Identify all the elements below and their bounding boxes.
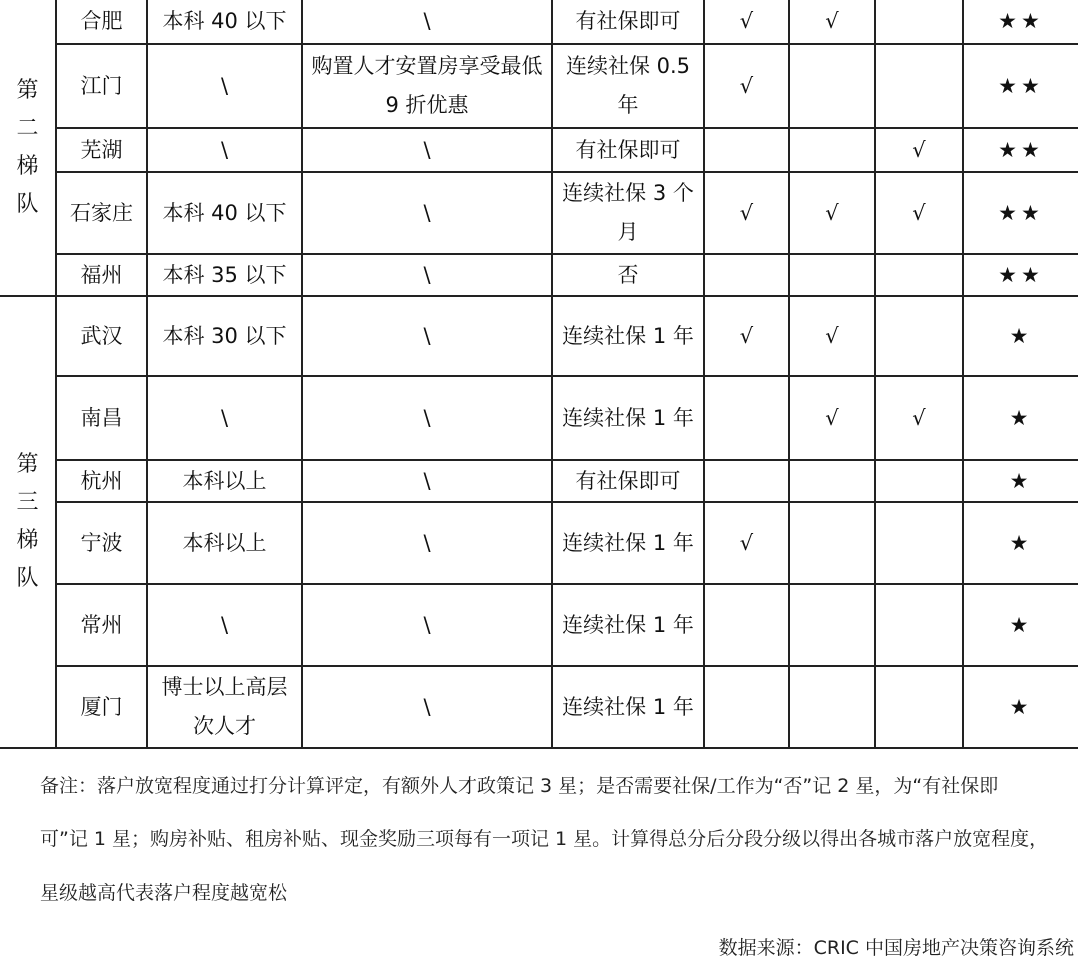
check-cell [875, 502, 963, 584]
social-cell: 否 [552, 254, 704, 296]
check-cell [789, 460, 875, 502]
tier-char: 三 [16, 490, 39, 515]
city-cell: 南昌 [56, 376, 147, 460]
talent-cell: \ [302, 376, 552, 460]
check-cell: √ [704, 502, 789, 584]
stars-cell: ★★ [963, 172, 1078, 254]
city-cell: 芜湖 [56, 128, 147, 172]
talent-cell: \ [302, 296, 552, 376]
check-cell: √ [875, 172, 963, 254]
check-cell: √ [789, 296, 875, 376]
social-cell: 连续社保 1 年 [552, 376, 704, 460]
check-cell [704, 254, 789, 296]
city-cell: 江门 [56, 44, 147, 128]
check-cell [789, 666, 875, 748]
talent-cell: \ [302, 460, 552, 502]
check-cell [875, 666, 963, 748]
social-cell: 连续社保 1 年 [552, 666, 704, 748]
tier-cell [0, 0, 56, 296]
table-row [0, 502, 1078, 584]
table-row [0, 44, 1078, 128]
check-cell [875, 460, 963, 502]
talent-cell: \ [302, 128, 552, 172]
social-cell: 连续社保 0.5 年 [552, 44, 704, 128]
talent-cell: 购置人才安置房享受最低 9 折优惠 [302, 44, 552, 128]
check-cell [789, 44, 875, 128]
table-row [0, 296, 1078, 376]
check-cell: √ [875, 128, 963, 172]
check-cell: √ [704, 172, 789, 254]
check-cell [704, 376, 789, 460]
edu-cell: \ [147, 376, 302, 460]
edu-cell: \ [147, 584, 302, 666]
note-line-1: 备注：落户放宽程度通过打分计算评定，有额外人才政策记 3 星；是否需要社保/工作为“否”记 2 星，为“有社保即 [40, 775, 999, 797]
social-cell: 连续社保 3 个月 [552, 172, 704, 254]
table-row [0, 666, 1078, 748]
check-cell [704, 666, 789, 748]
note-line-2: 可”记 1 星；购房补贴、租房补贴、现金奖励三项每有一项记 1 星。计算得总分后分段分级以得出各城市落户放宽程度， [40, 828, 1049, 850]
edu-cell: \ [147, 128, 302, 172]
tier-char: 队 [16, 566, 39, 591]
data-source: 数据来源：CRIC 中国房地产决策咨询系统 [718, 937, 1074, 959]
tier-cell [0, 296, 56, 748]
city-cell: 厦门 [56, 666, 147, 748]
city-cell: 福州 [56, 254, 147, 296]
social-cell: 有社保即可 [552, 460, 704, 502]
tier-char: 梯 [16, 153, 39, 179]
talent-cell: \ [302, 584, 552, 666]
edu-cell: 本科 35 以下 [147, 254, 302, 296]
edu-cell: \ [147, 44, 302, 128]
social-cell: 有社保即可 [552, 128, 704, 172]
stars-cell: ★ [963, 460, 1078, 502]
social-cell: 连续社保 1 年 [552, 502, 704, 584]
table-row [0, 254, 1078, 296]
edu-cell: 博士以上高层次人才 [147, 666, 302, 748]
check-cell: √ [789, 376, 875, 460]
stars-cell: ★ [963, 296, 1078, 376]
talent-cell: \ [302, 0, 552, 44]
table-row [0, 128, 1078, 172]
table-row [0, 0, 1078, 44]
table-row [0, 460, 1078, 502]
edu-cell: 本科 40 以下 [147, 172, 302, 254]
stars-cell: ★ [963, 376, 1078, 460]
talent-cell: \ [302, 254, 552, 296]
edu-cell: 本科 30 以下 [147, 296, 302, 376]
check-cell [875, 296, 963, 376]
talent-cell: \ [302, 172, 552, 254]
city-cell: 合肥 [56, 0, 147, 44]
tier-char: 二 [16, 115, 39, 141]
check-cell: √ [789, 0, 875, 44]
note-line-3: 星级越高代表落户程度越宽松 [40, 882, 288, 904]
stars-cell: ★ [963, 666, 1078, 748]
check-cell: √ [704, 296, 789, 376]
check-cell [789, 128, 875, 172]
city-cell: 石家庄 [56, 172, 147, 254]
check-cell: √ [704, 44, 789, 128]
city-cell: 常州 [56, 584, 147, 666]
tier-char: 梯 [16, 528, 39, 553]
social-cell: 连续社保 1 年 [552, 584, 704, 666]
city-cell: 杭州 [56, 460, 147, 502]
stars-cell: ★★ [963, 128, 1078, 172]
talent-cell: \ [302, 666, 552, 748]
check-cell [875, 254, 963, 296]
stars-cell: ★ [963, 502, 1078, 584]
stars-cell: ★★ [963, 254, 1078, 296]
table-row [0, 172, 1078, 254]
check-cell [704, 460, 789, 502]
check-cell [704, 128, 789, 172]
check-cell [875, 584, 963, 666]
check-cell [875, 0, 963, 44]
check-cell: √ [875, 376, 963, 460]
city-cell: 宁波 [56, 502, 147, 584]
city-cell: 武汉 [56, 296, 147, 376]
check-cell [704, 584, 789, 666]
stars-cell: ★★ [963, 0, 1078, 44]
tier-char: 第 [16, 452, 39, 477]
check-cell [789, 502, 875, 584]
edu-cell: 本科 40 以下 [147, 0, 302, 44]
check-cell [789, 254, 875, 296]
table-row [0, 584, 1078, 666]
edu-cell: 本科以上 [147, 460, 302, 502]
edu-cell: 本科以上 [147, 502, 302, 584]
social-cell: 连续社保 1 年 [552, 296, 704, 376]
tier-char: 第 [16, 77, 39, 103]
talent-cell: \ [302, 502, 552, 584]
table-row [0, 376, 1078, 460]
check-cell: √ [789, 172, 875, 254]
check-cell: √ [704, 0, 789, 44]
tier-char: 队 [16, 191, 39, 217]
check-cell [789, 584, 875, 666]
stars-cell: ★★ [963, 44, 1078, 128]
social-cell: 有社保即可 [552, 0, 704, 44]
check-cell [875, 44, 963, 128]
stars-cell: ★ [963, 584, 1078, 666]
